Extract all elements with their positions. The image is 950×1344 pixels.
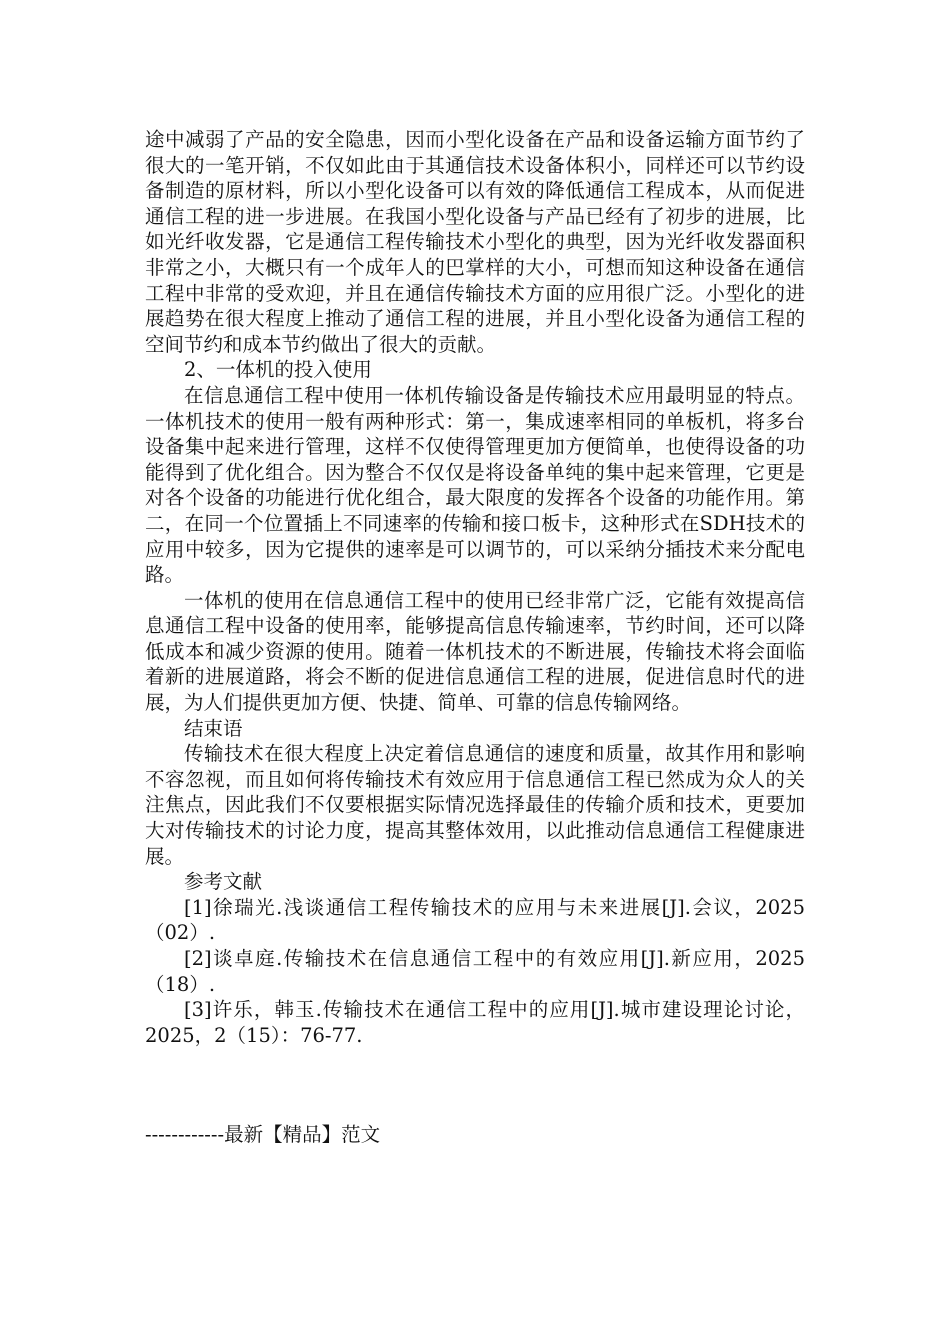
body-paragraph: 一体机的使用在信息通信工程中的使用已经非常广泛，它能有效提高信息通信工程中设备的使用率，能够提高信息传输速率，节约时间，还可以降低成本和减少资源的使用。随着一体机技术的不断进展，传输技术将会面临着新的进展道路，将会不断的促进信息通信工程的进展，促进信息时代的进展，为人们提供更加方便、快捷、简单、可靠的信息传输网络。 <box>145 588 805 715</box>
reference-item: [2]谈卓庭.传输技术在信息通信工程中的有效应用[J].新应用，2025（18）. <box>145 947 805 996</box>
body-paragraph: 在信息通信工程中使用一体机传输设备是传输技术应用最明显的特点。一体机技术的使用一般有两种形式：第一，集成速率相同的单板机，将多台设备集中起来进行管理，这样不仅使得管理更加方便简单，也使得设备的功能得到了优化组合。因为整合不仅仅是将设备单纯的集中起来管理，它更是对各个设备的功能进行优化组合，最大限度的发挥各个设备的功能作用。第二，在同一个位置插上不同速率的传输和接口板卡，这种形式在SDH技术的应用中较多，因为它提供的速率是可以调节的，可以采纳分插技术来分配电路。 <box>145 383 805 587</box>
reference-item: [1]徐瑞光.浅谈通信工程传输技术的应用与未来进展[J].会议，2025（02）. <box>145 895 805 945</box>
body-paragraph: 传输技术在很大程度上决定着信息通信的速度和质量，故其作用和影响不容忽视，而且如何将传输技术有效应用于信息通信工程已然成为众人的关注焦点，因此我们不仅要根据实际情况选择最佳的传输介质和技术，更要加大对传输技术的讨论力度，提高其整体效用，以此推动信息通信工程健康进展。 <box>145 742 805 868</box>
section-heading: 2、一体机的投入使用 <box>184 358 372 382</box>
footer-text: ------------最新【精品】范文 <box>145 1123 381 1146</box>
section-heading: 参考文献 <box>184 870 263 894</box>
section-heading: 结束语 <box>184 716 243 740</box>
reference-item: [3]许乐，韩玉.传输技术在通信工程中的应用[J].城市建设理论讨论，2025，2（15）：76-77. <box>145 998 805 1047</box>
body-paragraph: 途中减弱了产品的安全隐患，因而小型化设备在产品和设备运输方面节约了很大的一笔开销，不仅如此由于其通信技术设备体积小，同样还可以节约设备制造的原材料，所以小型化设备可以有效的降低通信工程成本，从而促进通信工程的进一步进展。在我国小型化设备与产品已经有了初步的进展，比如光纤收发器，它是通信工程传输技术小型化的典型，因为光纤收发器面积非常之小，大概只有一个成年人的巴掌样的大小，可想而知这种设备在通信工程中非常的受欢迎，并且在通信传输技术方面的应用很广泛。小型化的进展趋势在很大程度上推动了通信工程的进展，并且小型化设备为通信工程的空间节约和成本节约做出了很大的贡献。 <box>145 128 805 356</box>
document-body <box>145 127 805 1048</box>
